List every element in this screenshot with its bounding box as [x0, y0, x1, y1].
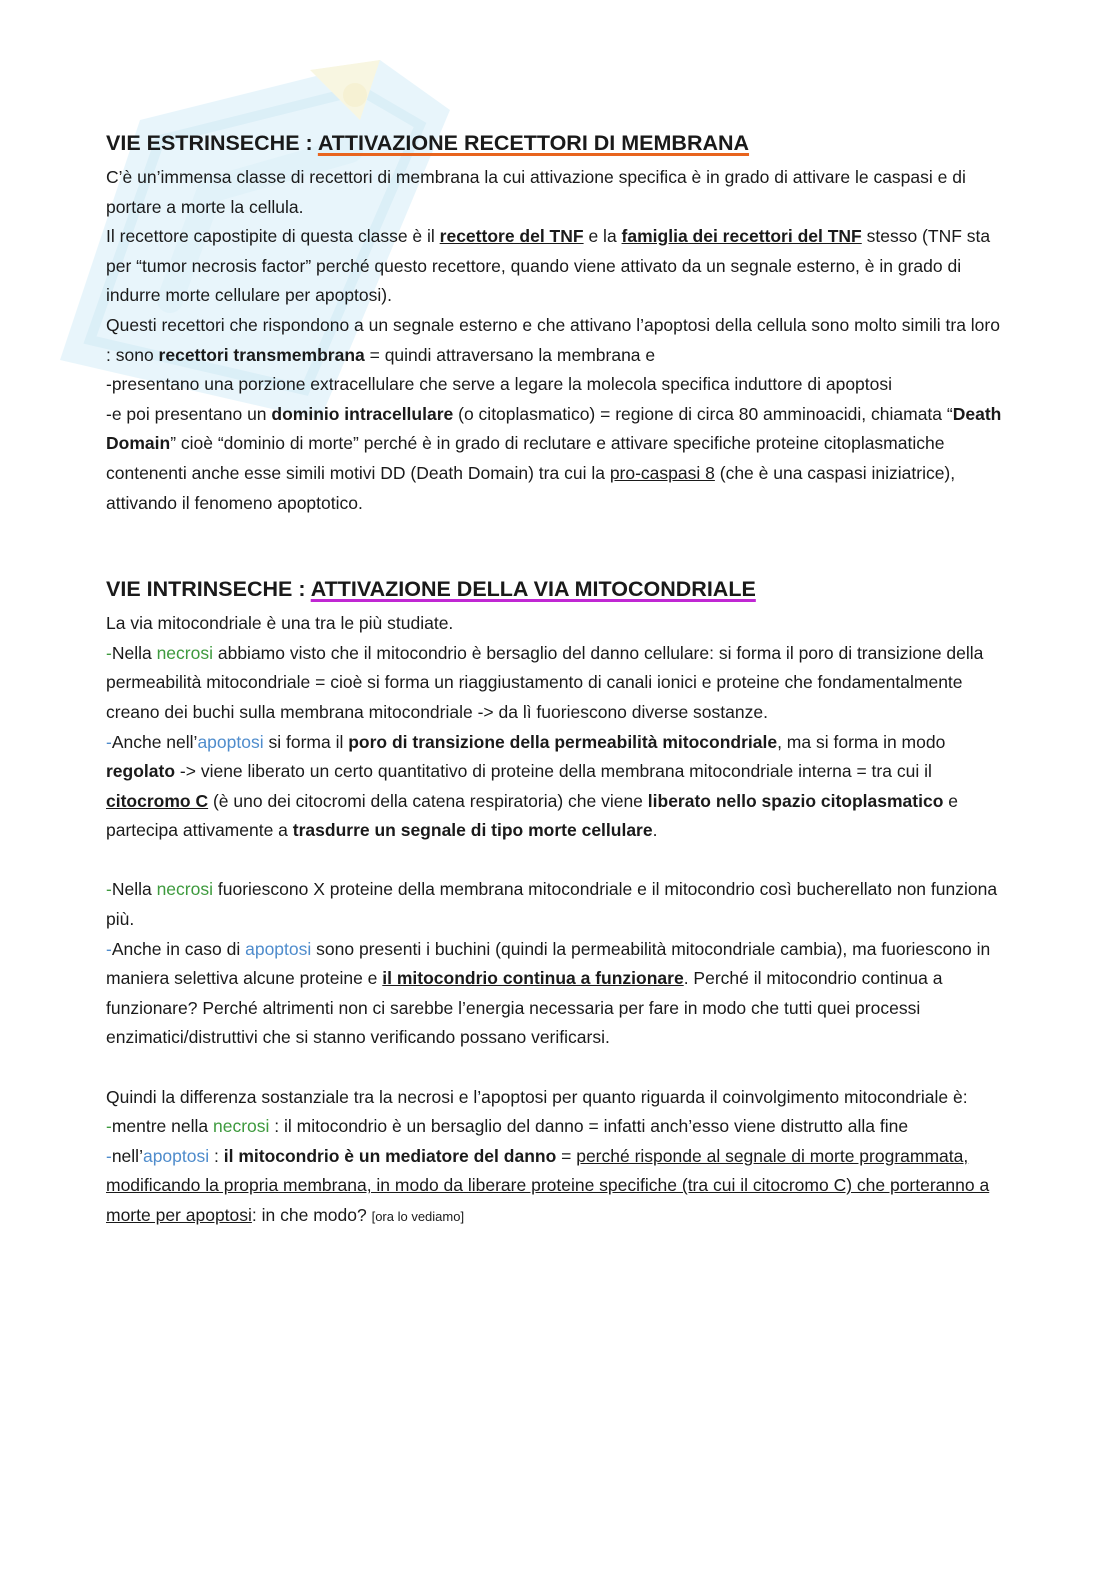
text: e la [583, 226, 622, 247]
paragraph [106, 311, 1006, 370]
emphasis: citocromo C [106, 790, 209, 811]
text: si forma il [263, 731, 349, 752]
emphasis: recettore del TNF [439, 226, 584, 247]
text: Anche in caso di [111, 938, 246, 959]
term-necrosi: necrosi [156, 879, 213, 900]
term-necrosi: necrosi [156, 642, 213, 663]
heading-separator: : [292, 577, 311, 602]
underlined-term: pro-caspasi 8 [609, 462, 715, 483]
dash: - [106, 879, 112, 900]
text: stesso (TNF sta per “tumor necrosis factor” perché questo recettore, quando viene attivato da un segnale esterno, è in grado di indurre morte cellulare per apoptosi). [106, 226, 991, 306]
section-heading-intrinsic [106, 574, 1006, 604]
term-apoptosi: apoptosi [245, 938, 312, 959]
paragraph [106, 400, 1006, 518]
heading-separator: : [299, 131, 318, 155]
text: fuoriescono X proteine della membrana mitocondriale e il mitocondrio così bucherellato non funziona più. [106, 879, 998, 930]
text: (che è una caspasi iniziatrice), attivando il fenomeno apoptotico. [106, 462, 956, 513]
paragraph [106, 728, 1006, 846]
term-apoptosi: apoptosi [142, 1145, 210, 1166]
text: = quindi attraversano la membrana e [364, 344, 656, 365]
text: abbiamo visto che il mitocondrio è bersaglio del danno cellulare: si forma il poro di transizione della permeabilità mitocondriale = cioè si forma un riaggiustamento di canali ionici e proteine che fondamentalmente creano dei buchi sulla membrana mitocondriale -> da lì fuoriescono diverse sostanze. [106, 642, 984, 722]
text: = [556, 1145, 577, 1166]
text: : in che modo? [251, 1205, 372, 1225]
emphasis: trasdurre un segnale di tipo morte cellulare [292, 820, 653, 841]
heading-title: ATTIVAZIONE DELLA VIA MITOCONDRIALE [310, 577, 756, 602]
emphasis: regolato [106, 761, 176, 782]
emphasis: liberato nello spazio citoplasmatico [647, 790, 944, 811]
term-apoptosi: apoptosi [197, 731, 264, 752]
text: Nella [111, 879, 157, 900]
dash: - [106, 938, 112, 959]
paragraph [106, 1112, 1006, 1142]
dash: - [106, 1116, 112, 1137]
paragraph: C’è un’immensa classe di recettori di membrana la cui attivazione specifica è in grado di attivare le caspasi e di portare a morte la cellula. [106, 167, 966, 217]
document-body [106, 128, 1006, 1232]
text: ” cioè “dominio di morte” perché è in grado di reclutare e attivare specifiche proteine citoplasmatiche contenenti anche esse simili motivi DD (Death Domain) tra cui la [106, 433, 945, 483]
underlined-text: perché risponde al segnale di morte programmata, modificando la propria membrana, in modo da liberare proteine specifiche (tra cui il citocromo C) che porteranno a morte per apoptosi [106, 1145, 990, 1225]
emphasis: Death Domain [106, 403, 1002, 454]
paragraph [106, 875, 1006, 934]
emphasis: famiglia dei recettori del TNF [621, 226, 862, 247]
section-heading-extrinsic [106, 128, 1006, 158]
dash: - [106, 1145, 112, 1166]
paragraph [106, 935, 1006, 1053]
text: . [652, 820, 658, 841]
emphasis: il mitocondrio continua a funzionare [382, 968, 684, 989]
dash: - [106, 731, 112, 752]
emphasis: poro di transizione della permeabilità mitocondriale [348, 731, 778, 752]
term-necrosi: necrosi [213, 1116, 270, 1137]
text: Il recettore capostipite di questa classe è il [106, 226, 440, 247]
paragraph [106, 639, 1006, 728]
text: , ma si forma in modo [777, 731, 946, 752]
text: (o citoplasmatico) = regione di circa 80 amminoacidi, chiamata “ [453, 403, 953, 424]
paragraph: La via mitocondriale è una tra le più studiate. [106, 613, 454, 634]
dash: - [106, 642, 112, 663]
text: sono presenti i buchini (quindi la permeabilità mitocondriale cambia), ma fuoriescono in maniera selettiva alcune proteine e [106, 938, 991, 989]
heading-title: ATTIVAZIONE RECETTORI DI MEMBRANA [317, 131, 750, 155]
text: . Perché il mitocondrio continua a funzionare? Perché altrimenti non ci sarebbe l’energia necessaria per fare in modo che tutti quei processi enzimatici/distruttivi che si stanno verificando possano verificarsi. [106, 968, 943, 1048]
small-note: [ora lo vediamo] [371, 1209, 465, 1224]
heading-prefix: VIE ESTRINSECHE [106, 131, 300, 155]
emphasis: il mitocondrio è un mediatore del danno [223, 1145, 557, 1166]
emphasis: dominio intracellulare [271, 403, 454, 424]
text: mentre nella [111, 1116, 213, 1137]
paragraph: Quindi la differenza sostanziale tra la necrosi e l’apoptosi per quanto riguarda il coinvolgimento mitocondriale è: [106, 1086, 968, 1107]
heading-prefix: VIE INTRINSECHE [106, 577, 293, 602]
paragraph [106, 1142, 1006, 1232]
text: (è uno dei citocromi della catena respiratoria) che viene [208, 790, 648, 811]
paragraph [106, 222, 1006, 311]
text: : [209, 1145, 224, 1166]
text: : il mitocondrio è un bersaglio del danno = infatti anch’esso viene distrutto alla fine [269, 1116, 909, 1137]
text: Questi recettori che rispondono a un segnale esterno e che attivano l’apoptosi della cellula sono molto simili tra loro : sono [106, 314, 1000, 365]
text: Nella [111, 642, 157, 663]
emphasis: recettori transmembrana [158, 344, 365, 365]
text: -> viene liberato un certo quantitativo di proteine della membrana mitocondriale interna = tra cui il [175, 761, 932, 782]
text: nell’ [111, 1145, 143, 1166]
text: Anche nell’ [111, 731, 198, 752]
text: -e poi presentano un [106, 403, 272, 424]
text: e partecipa attivamente a [106, 790, 959, 841]
paragraph: -presentano una porzione extracellulare che serve a legare la molecola specifica induttore di apoptosi [106, 374, 893, 395]
